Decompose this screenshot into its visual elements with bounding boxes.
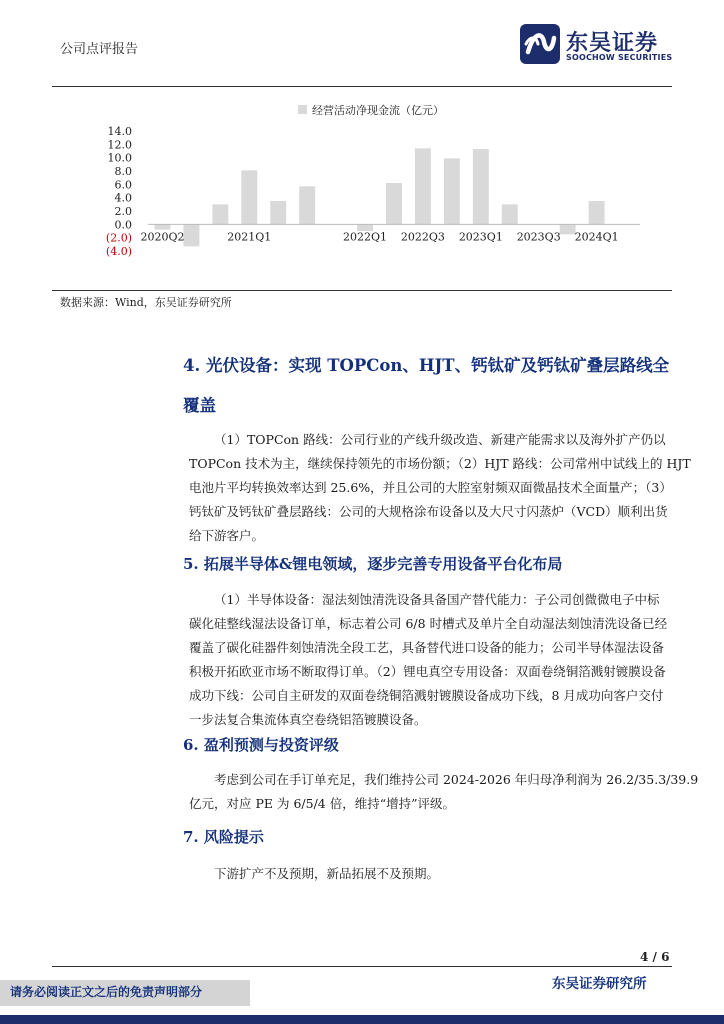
report-type-label: 公司点评报告 [60, 42, 139, 57]
section-6-paragraph [189, 768, 699, 816]
section-7-paragraph [189, 862, 673, 886]
y-tick-label: 12.0 [107, 138, 132, 152]
x-tick-label: 2023Q3 [516, 230, 561, 244]
footer-divider [52, 966, 672, 967]
legend-label: 经营活动净现金流（亿元） [312, 104, 444, 117]
bar [560, 224, 576, 234]
y-tick-label: 10.0 [107, 151, 132, 165]
paragraph-line: 碳化硅整线湿法设备订单，标志着公司 6/8 时槽式及单片全自动湿法刻蚀清洗设备已经 [189, 616, 668, 631]
paragraph-line: TOPCon 技术为主，继续保持领先的市场份额；（2）HJT 路线：公司常州中试线上的 HJT [189, 456, 691, 471]
paragraph-line: 考虑到公司在手订单充足，我们维持公司 2024-2026 年归母净利润为 26.2/35.3/39.9 [214, 772, 699, 787]
paragraph-line: 成功下线：公司自主研发的双面卷绕铜箔溅射镀膜设备成功下线，8 月成功向客户交付 [189, 688, 664, 703]
bar [270, 201, 286, 224]
section-7-title: 7. 风险提示 [183, 828, 264, 846]
data-source-note: 数据来源：Wind，东吴证券研究所 [60, 296, 232, 309]
section-4-paragraph [189, 428, 691, 548]
chart-divider [52, 290, 672, 291]
section-4-title-line-2: 覆盖 [183, 396, 216, 415]
bar [212, 204, 228, 224]
y-tick-label: (2.0) [105, 231, 132, 245]
paragraph-line: 电池片平均转换效率达到 25.6%，并且公司的大腔室射频双面微晶技术全面量产；（3） [189, 480, 672, 495]
paragraph-line: 积极开拓欧亚市场不断取得订单。（2）锂电真空专用设备：双面卷绕铜箔溅射镀膜设备 [189, 664, 666, 679]
x-tick-label: 2023Q1 [458, 230, 503, 244]
section-5-paragraph [189, 588, 673, 732]
x-tick-label: 2022Q3 [400, 230, 445, 244]
legend-swatch [298, 105, 307, 114]
y-tick-label: 0.0 [114, 218, 132, 232]
paragraph-line: 一步法复合集流体真空卷绕铝箔镀膜设备。 [189, 712, 427, 727]
y-tick-label: 4.0 [114, 191, 132, 205]
logo-chinese-text: 东吴证券 [566, 31, 659, 56]
bar [241, 170, 257, 224]
bar [299, 186, 315, 224]
bar [155, 224, 171, 229]
paragraph-line: 覆盖了碳化硅器件刻蚀清洗全段工艺，具备替代进口设备的能力；公司半导体湿法设备 [189, 640, 665, 655]
paragraph-line: 下游扩产不及预期，新品拓展不及预期。 [214, 866, 440, 881]
y-tick-label: 6.0 [114, 178, 132, 192]
paragraph-line: 亿元，对应 PE 为 6/5/4 倍，维持“增持”评级。 [189, 796, 455, 811]
bar [386, 183, 402, 224]
bar [415, 148, 431, 224]
x-tick-label: 2020Q2 [140, 230, 185, 244]
x-tick-label: 2021Q1 [227, 230, 272, 244]
operating-cashflow-chart [100, 98, 660, 268]
bar [444, 158, 460, 224]
x-tick-label: 2024Q1 [574, 230, 619, 244]
header-divider [52, 86, 672, 87]
section-5-title: 5. 拓展半导体&锂电领域，逐步完善专用设备平台化布局 [183, 555, 563, 573]
x-tick-label: 2022Q1 [343, 230, 388, 244]
disclaimer-link[interactable]: 请务必阅读正文之后的免责声明部分 [10, 985, 203, 999]
logo-english-text: SOOCHOW SECURITIES [566, 53, 673, 62]
section-6-title: 6. 盈利预测与投资评级 [183, 736, 339, 754]
bar [589, 201, 605, 224]
page-number: 4 / 6 [640, 950, 670, 964]
paragraph-line: 给下游客户。 [189, 528, 265, 543]
section-4-title-line-1: 4. 光伏设备：实现 TOPCon、HJT、钙钛矿及钙钛矿叠层路线全 [183, 356, 670, 375]
y-tick-label: 2.0 [114, 205, 132, 218]
bar [502, 204, 518, 224]
bar [473, 149, 489, 224]
y-tick-label: (4.0) [105, 245, 132, 258]
y-tick-label: 14.0 [107, 125, 132, 138]
footer-organization: 东吴证券研究所 [552, 976, 647, 992]
y-tick-label: 8.0 [114, 165, 132, 178]
paragraph-line: （1）半导体设备：湿法刻蚀清洗设备具备国产替代能力：子公司创微微电子中标 [214, 592, 660, 607]
paragraph-line: （1）TOPCon 路线：公司行业的产线升级改造、新建产能需求以及海外扩产仍以 [214, 432, 666, 447]
paragraph-line: 钙钛矿及钙钛矿叠层路线：公司的大规格涂布设备以及大尺寸闪蒸炉（VCD）顺利出货 [189, 504, 668, 519]
footer-band [0, 1015, 724, 1024]
soochow-logo-icon [520, 24, 560, 64]
bar [183, 224, 199, 246]
brand-logo [520, 24, 680, 64]
